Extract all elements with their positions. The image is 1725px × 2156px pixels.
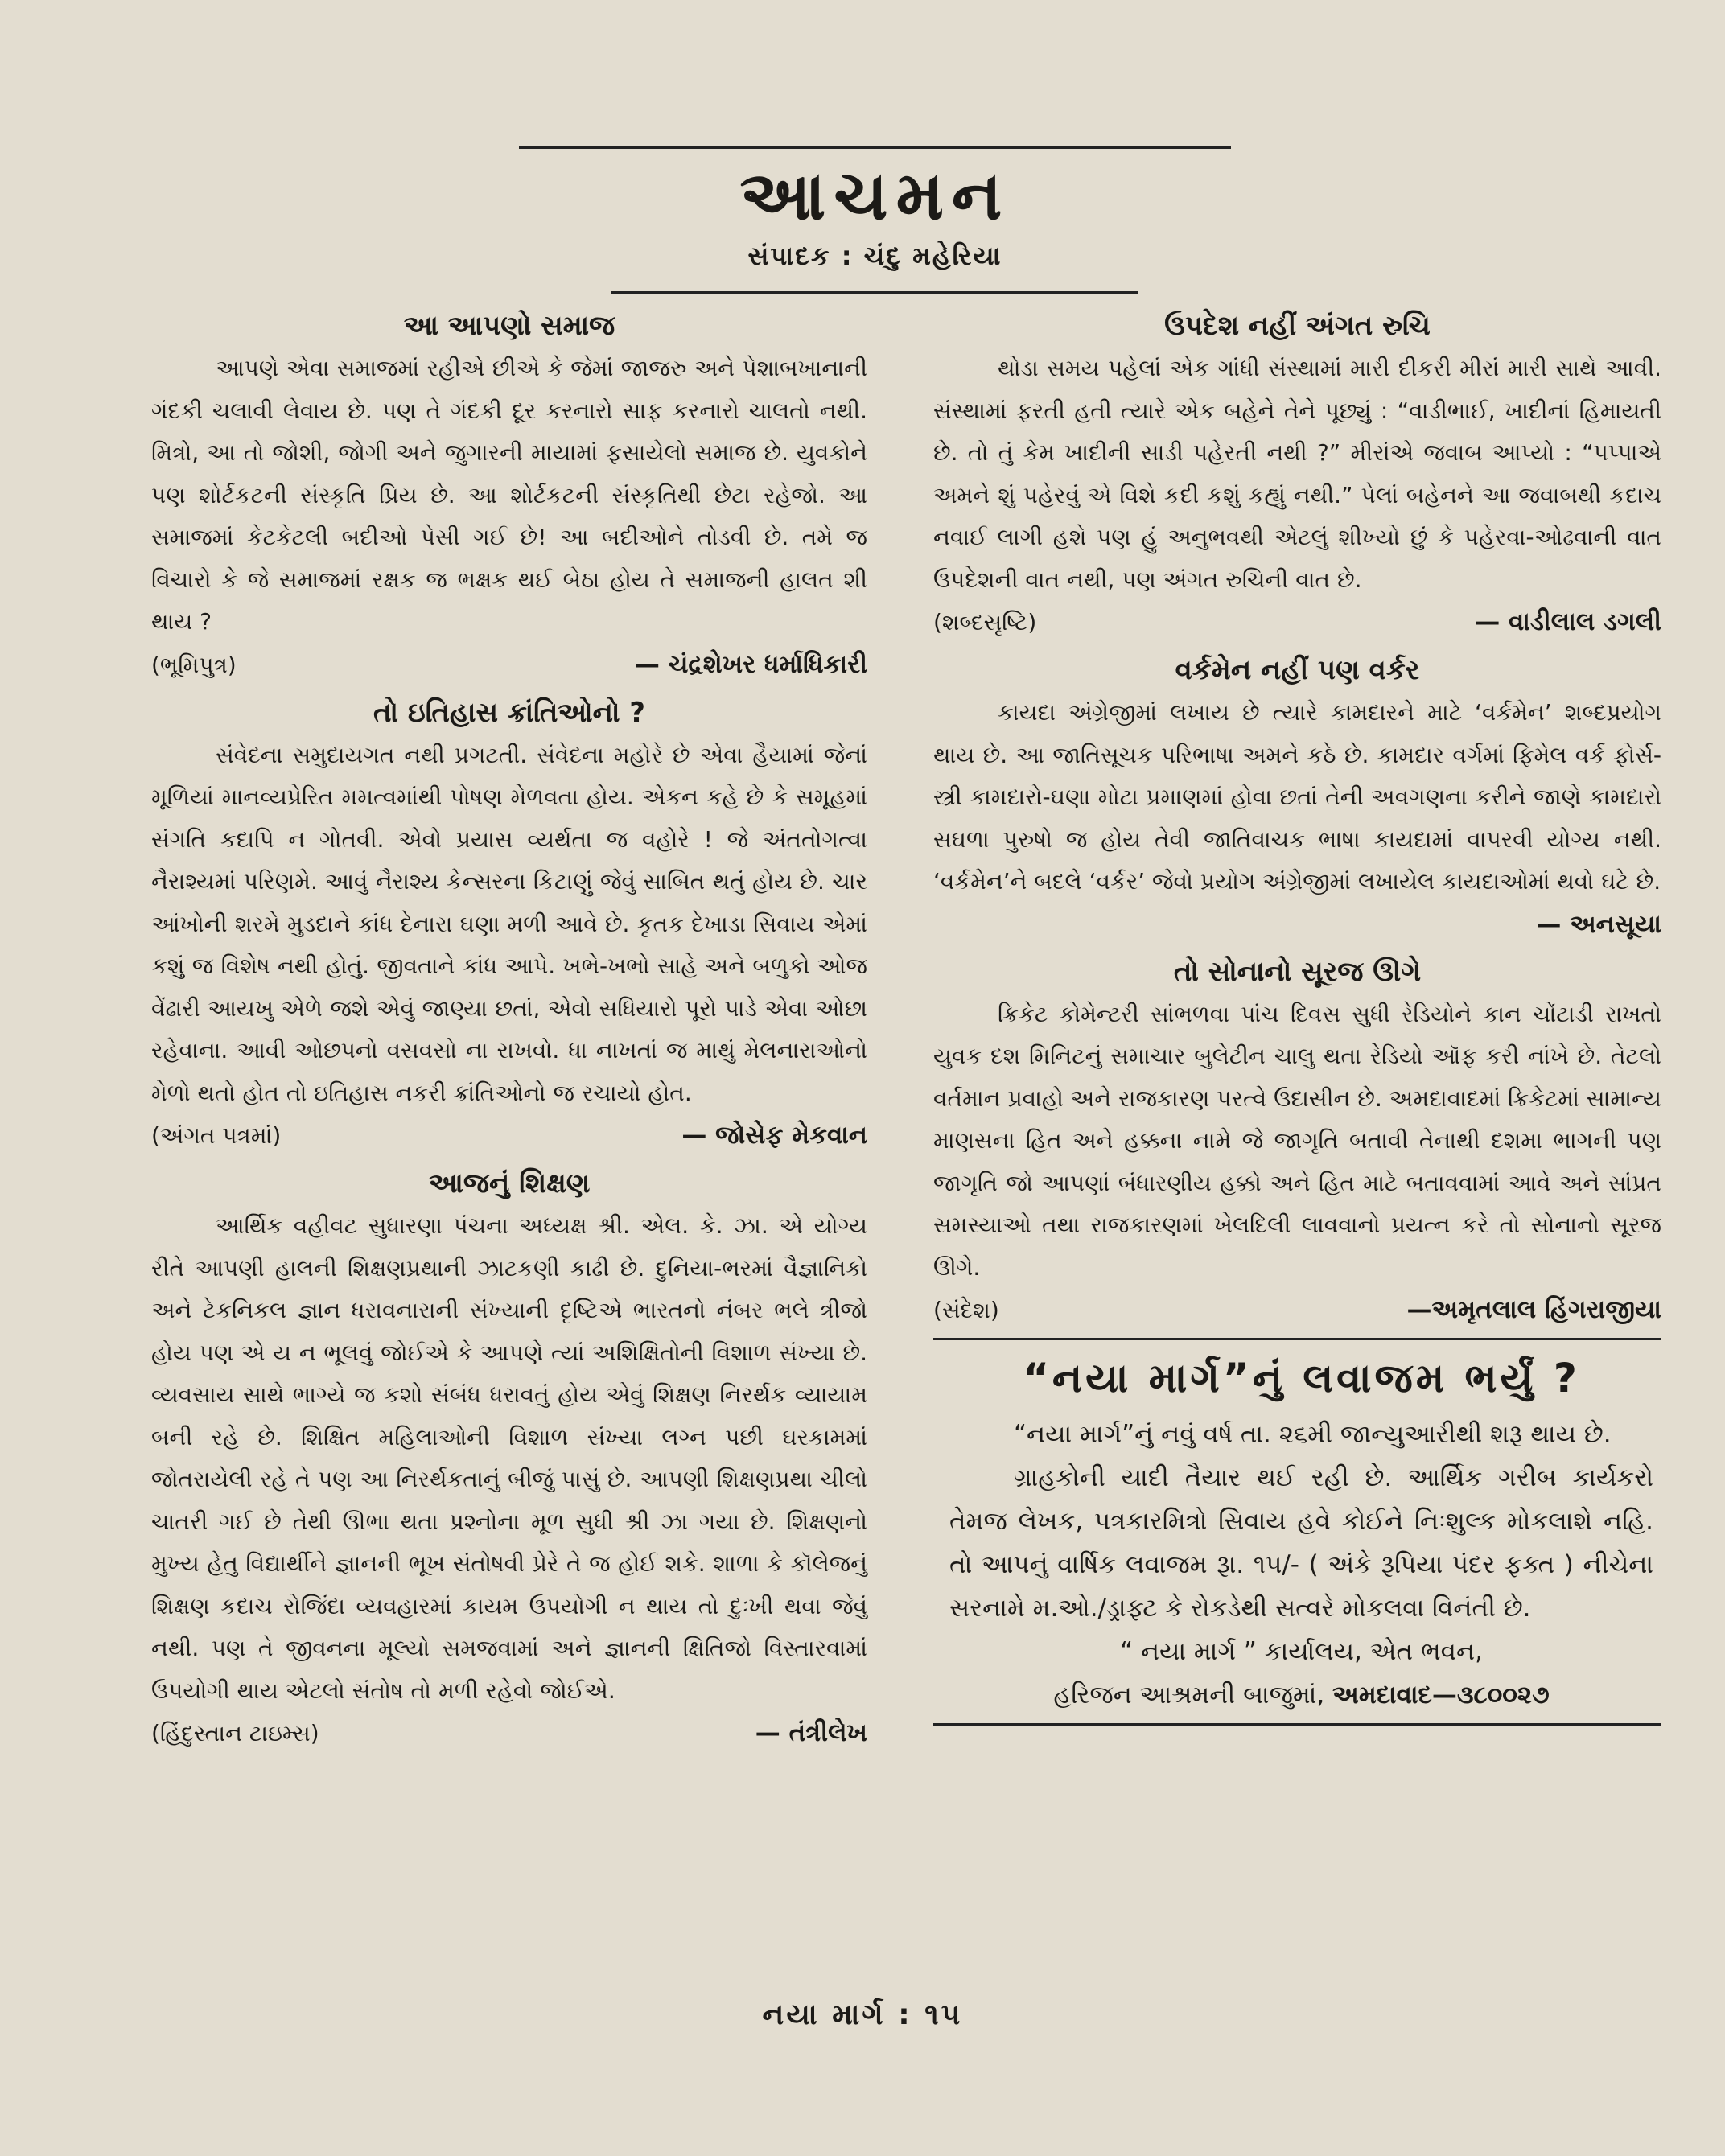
column-title: આચમન bbox=[739, 156, 1011, 235]
article-author: — ચંદ્રશેખર ધર્માધિકારી bbox=[634, 649, 867, 679]
article-author: — જોસેફ મેકવાન bbox=[681, 1121, 867, 1150]
article-aa-aapno-samaj bbox=[151, 304, 867, 686]
address-city: અમદાવાદ—૩૮૦૦૨૭ bbox=[1332, 1681, 1550, 1710]
article-body: આર્થિક વહીવટ સુધારણા પંચના અધ્યક્ષ શ્રી. એલ. કે. ઝા. એ યોગ્ય રીતે આપણી હાલની શિક્ષણપ્રથાની ઝાટકણી કાઢી છે. દુનિયા-ભરમાં વૈજ્ઞાનિકો અને ટેકનિકલ જ્ઞાન ધરાવનારાની સંખ્યાની દૃષ્ટિએ ભારતનો નંબર ભલે ત્રીજો હોય પણ એ ય ન ભૂલવું જોઈએ કે આપણે ત્યાં અશિક્ષિતોની વિશાળ સંખ્યા છે. વ્યવસાય સાથે ભાગ્યે જ કશો સંબંધ ધરાવતું હોય એવું શિક્ષણ નિરર્થક વ્યાયામ બની રહે છે. શિક્ષિત મહિલાઓની વિશાળ સંખ્યા લગ્ન પછી ઘરકામમાં જોતરાયેલી રહે તે પણ આ નિરર્થકતાનું બીજું પાસું છે. આપણી શિક્ષણપ્રથા ચીલો ચાતરી ગઈ છે તેથી ઊભા થતા પ્રશ્નોના મૂળ સુધી શ્રી ઝા ગયા છે. શિક્ષણનો મુખ્ય હેતુ વિદ્યાર્થીને જ્ઞાનની ભૂખ સંતોષવી પ્રેરે તે જ હોઈ શકે. શાળા કે કૉલેજનું શિક્ષણ કદાચ રોજિંદા વ્યવહારમાં કાયમ ઉપયોગી ન થાય તો દુઃખી થવા જેવું નથી. પણ તે જીવનના મૂલ્યો સમજવામાં અને જ્ઞાનની ક્ષિતિજો વિસ્તારવામાં ઉપયોગી થાય એટલો સંતોષ તો મળી રહેવો જોઈએ. bbox=[151, 1212, 867, 1704]
article-author: — તંત્રીલેખ bbox=[755, 1718, 867, 1747]
article-body: આપણે એવા સમાજમાં રહીએ છીએ કે જેમાં જાજરુ અને પેશાબખાનાની ગંદકી ચલાવી લેવાય છે. પણ તે ગંદકી દૂર કરનારો સાફ કરનારો ચાલતો નથી. મિત્રો, આ તો જોશી, જોગી અને જુગારની માયામાં ફસાયેલો સમાજ છે. યુવકોને પણ શોર્ટકટની સંસ્કૃતિ પ્રિય છે. આ શોર્ટકટની સંસ્કૃતિથી છેટા રહેજો. આ સમાજમાં કેટકેટલી બદીઓ પેસી ગઈ છે! આ બદીઓને તોડવી છે. તમે જ વિચારો કે જે સમાજમાં રક્ષક જ ભક્ષક થઈ બેઠા હોય તે સમાજની હાલત શી થાય ? bbox=[151, 355, 867, 635]
article-updesh-nahi bbox=[933, 304, 1661, 644]
address-locality: હરિજન આશ્રમની બાજુમાં, bbox=[1053, 1681, 1325, 1710]
article-sonano-suraj bbox=[933, 950, 1661, 1332]
subscription-bottom-rule bbox=[933, 1723, 1661, 1726]
article-source: (સંદેશ) bbox=[933, 1297, 999, 1323]
article-body: સંવેદના સમુદાયગત નથી પ્રગટતી. સંવેદના મહોરે છે એવા હૈયામાં જેનાં મૂળિયાં માનવ્યપ્રેરિત મમત્વમાંથી પોષણ મેળવતા હોય. એકન કહે છે કે સમૂહમાં સંગતિ કદાપિ ન ગોતવી. એવો પ્રયાસ વ્યર્થતા જ વહોરે ! જે અંતતોગત્વા નૈરાશ્યમાં પરિણમે. આવું નૈરાશ્ય કેન્સરના કિટાણું જેવું સાબિત થતું હોય છે. ચાર આંખોની શરમે મુડદાને કાંધ દેનારા ઘણા મળી આવે છે. કૃતક દેખાડા સિવાય એમાં કશું જ વિશેષ નથી હોતું. જીવતાને કાંધ આપે. ખભે-ખભો સાહે અને બળુકો ઓજ વેંઢારી આયખુ એળે જશે એવું જાણ્યા છતાં, એવો સધિયારો પૂરો પાડે એવા ઓછા રહેવાના. આવી ઓછપનો વસવસો ના રાખવો. ધા નાખતાં જ માથું મેલનારાઓનો મેળો થતો હોત તો ઇતિહાસ નકરી ક્રાંતિઓનો જ રચાયો હોત. bbox=[151, 741, 867, 1106]
subscription-top-rule bbox=[933, 1338, 1661, 1340]
masthead-bottom-rule bbox=[611, 291, 1138, 294]
page-footer: નયા માર્ગ : ૧૫ bbox=[762, 1998, 963, 2031]
article-byline bbox=[151, 644, 867, 686]
article-source: (શબ્દસૃષ્ટિ) bbox=[933, 609, 1037, 636]
article-aajnu-shikshan bbox=[151, 1162, 867, 1755]
article-itihas-krantio bbox=[151, 691, 867, 1158]
article-byline bbox=[933, 601, 1661, 644]
column-editor: સંપાદક : ચંદુ મહેરિયા bbox=[747, 241, 1002, 271]
article-source: (હિંદુસ્તાન ટાઇમ્સ) bbox=[151, 1720, 319, 1747]
article-source: (અંગત પત્રમાં) bbox=[151, 1122, 282, 1149]
article-byline bbox=[151, 1114, 867, 1157]
article-byline bbox=[151, 1712, 867, 1755]
office-address-line-1: “ નયા માર્ગ ” કાર્યાલય, એત ભવન, bbox=[1120, 1637, 1483, 1666]
article-byline bbox=[933, 1289, 1661, 1331]
subscription-para-1: “નયા માર્ગ”નું નવું વર્ષ તા. ૨૬મી જાન્યુઆરીથી શરૂ થાય છે. bbox=[1014, 1420, 1612, 1449]
left-column bbox=[151, 304, 867, 1759]
article-title: આજનું શિક્ષણ bbox=[428, 1167, 591, 1199]
article-author: — વાડીલાલ ડગલી bbox=[1475, 607, 1661, 636]
article-title: વર્કમેન નહીં પણ વર્કર bbox=[1175, 654, 1420, 686]
article-title: તો ઇતિહાસ ક્રાંતિઓનો ? bbox=[373, 696, 646, 729]
article-author: —અમૃતલાલ હિંગરાજીયા bbox=[1406, 1295, 1661, 1324]
article-source: (ભૂમિપુત્ર) bbox=[151, 651, 237, 678]
article-title: આ આપણો સમાજ bbox=[403, 310, 615, 342]
article-body: ક્રિકેટ કોમેન્ટરી સાંભળવા પાંચ દિવસ સુધી રેડિયોને કાન ચોંટાડી રાખતો યુવક દશ મિનિટનું સમાચાર બુલેટીન ચાલુ થતા રેડિયો ઑફ કરી નાંખે છે. તેટલો વર્તમાન પ્રવાહો અને રાજકારણ પરત્વે ઉદાસીન છે. અમદાવાદમાં ક્રિકેટમાં સામાન્ય માણસના હિત અને હક્કના નામે જે જાગૃતિ બતાવી તેનાથી દશમા ભાગની પણ જાગૃતિ જો આપણાં બંધારણીય હક્કો અને હિત માટે બતાવવામાં આવે અને સાંપ્રત સમસ્યાઓ તથા રાજકારણમાં ખેલદિલી લાવવાનો પ્રયત્ન કરે તો સોનાનો સૂરજ ઊગે. bbox=[933, 1000, 1661, 1281]
article-body: થોડા સમય પહેલાં એક ગાંધી સંસ્થામાં મારી દીકરી મીરાં મારી સાથે આવી. સંસ્થામાં ફરતી હતી ત્યારે એક બહેને તેને પૂછ્યું : “વાડીભાઈ, ખાદીનાં હિમાયતી છે. તો તું કેમ ખાદીની સાડી પહેરતી નથી ?” મીરાંએ જવાબ આપ્યો : “પપ્પાએ અમને શું પહેરવું એ વિશે કદી કશું કહ્યું નથી.” પેલાં બહેનને આ જવાબથી કદાચ નવાઈ લાગી હશે પણ હું અનુભવથી એટલું શીખ્યો છું કે પહેરવા-ઓઢવાની વાત ઉપદેશની વાત નથી, પણ અંગત રુચિની વાત છે. bbox=[933, 355, 1661, 593]
article-title: તો સોનાનો સૂરજ ઊગે bbox=[1173, 955, 1422, 988]
right-column bbox=[933, 304, 1661, 1726]
subscription-para-2: ગ્રાહકોની યાદી તૈયાર થઈ રહી છે. આર્થિક ગરીબ કાર્યકરો તેમજ લેખક, પત્રકારમિત્રો સિવાય હવે કોઈને નિઃશુલ્ક મોકલાશે નહિ. તો આપનું વાર્ષિક લવાજમ રૂા. ૧૫/- ( અંકે રૂપિયા પંદર ફક્ત ) નીચેના સરનામે મ.ઓ./ડ્રાફ્ટ કે રોકડેથી સત્વરે મોકલવા વિનંતી છે. bbox=[949, 1463, 1653, 1623]
masthead-top-rule bbox=[519, 146, 1231, 149]
subscription-title: “નયા માર્ગ”નું લવાજમ ભર્યું ? bbox=[1023, 1355, 1580, 1401]
article-author: — અનસૂયા bbox=[1536, 909, 1661, 939]
article-title: ઉપદેશ નહીં અંગત રુચિ bbox=[1164, 310, 1431, 342]
article-body: કાયદા અંગ્રેજીમાં લખાય છે ત્યારે કામદારને માટે ‘વર્કમેન’ શબ્દપ્રયોગ થાય છે. આ જાતિસૂચક પરિભાષા અમને કઠે છે. કામદાર વર્ગમાં ફિમેલ વર્ક ફોર્સ-સ્ત્રી કામદારો-ઘણા મોટા પ્રમાણમાં હોવા છતાં તેની અવગણના કરીને જાણે કામદારો સઘળા પુરુષો જ હોય તેવી જાતિવાચક ભાષા કાયદામાં વાપરવી યોગ્ય નથી. ‘વર્કમેન’ને બદલે ‘વર્કર’ જેવો પ્રયોગ અંગ્રેજીમાં લખાયેલ કાયદાઓમાં થવો ઘટે છે. bbox=[933, 699, 1661, 895]
subscription-notice bbox=[933, 1343, 1661, 1717]
article-workman-nahi bbox=[933, 648, 1661, 945]
office-address-line-2 bbox=[949, 1673, 1653, 1717]
article-byline bbox=[933, 903, 1661, 945]
